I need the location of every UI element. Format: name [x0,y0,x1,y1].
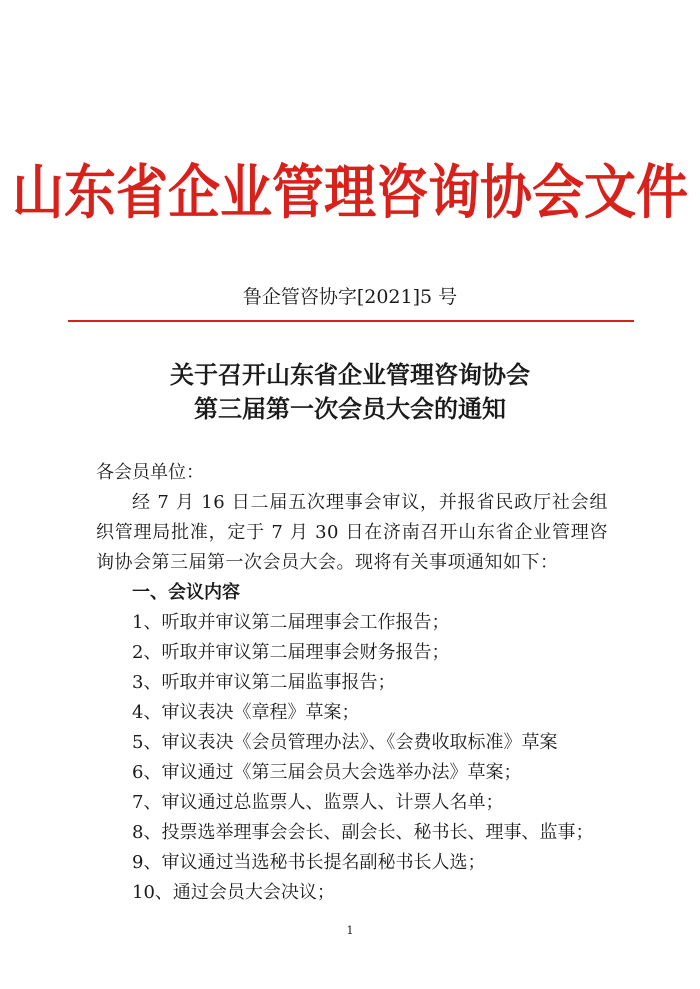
section-heading-meeting-content: 一、会议内容 [132,582,240,603]
document-number: 鲁企管咨协字[2021]5 号 [242,286,458,308]
intro-paragraph: 经 7 月 16 日二届五次理事会审议，并报省民政厅社会组织管理局批准，定于 7 月 30 日在济南召开山东省企业管理咨询协会第三届第一次会员大会。现将有关事项通知如下： [96,492,608,573]
notice-body [96,458,608,908]
red-divider-line [68,320,634,322]
agenda-item: 10、通过会员大会决议； [132,882,335,903]
agenda-item: 9、审议通过当选秘书长提名副秘书长人选； [132,852,486,873]
agenda-item: 1、听取并审议第二届理事会工作报告； [132,612,450,633]
notice-title-line-2: 第三届第一次会员大会的通知 [194,395,506,423]
agenda-item: 8、投票选举理事会会长、副会长、秘书长、理事、监事； [132,822,594,843]
agenda-item: 4、审议表决《章程》草案； [132,702,360,723]
agenda-item: 2、听取并审议第二届理事会财务报告； [132,642,450,663]
notice-title-line-1: 关于召开山东省企业管理咨询协会 [170,361,530,389]
agenda-item: 7、审议通过总监票人、监票人、计票人名单； [132,792,504,813]
agenda-item: 3、听取并审议第二届监事报告； [132,672,396,693]
agenda-item: 5、审议表决《会员管理办法》、《会费收取标准》草案 [132,732,558,753]
salutation: 各会员单位： [96,462,204,483]
page-number: 1 [346,924,354,937]
org-header-title: 山东省企业管理咨询协会文件 [11,160,688,228]
agenda-list [96,608,608,908]
notice-title [0,358,700,426]
agenda-item: 6、审议通过《第三届会员大会选举办法》草案； [132,762,522,783]
